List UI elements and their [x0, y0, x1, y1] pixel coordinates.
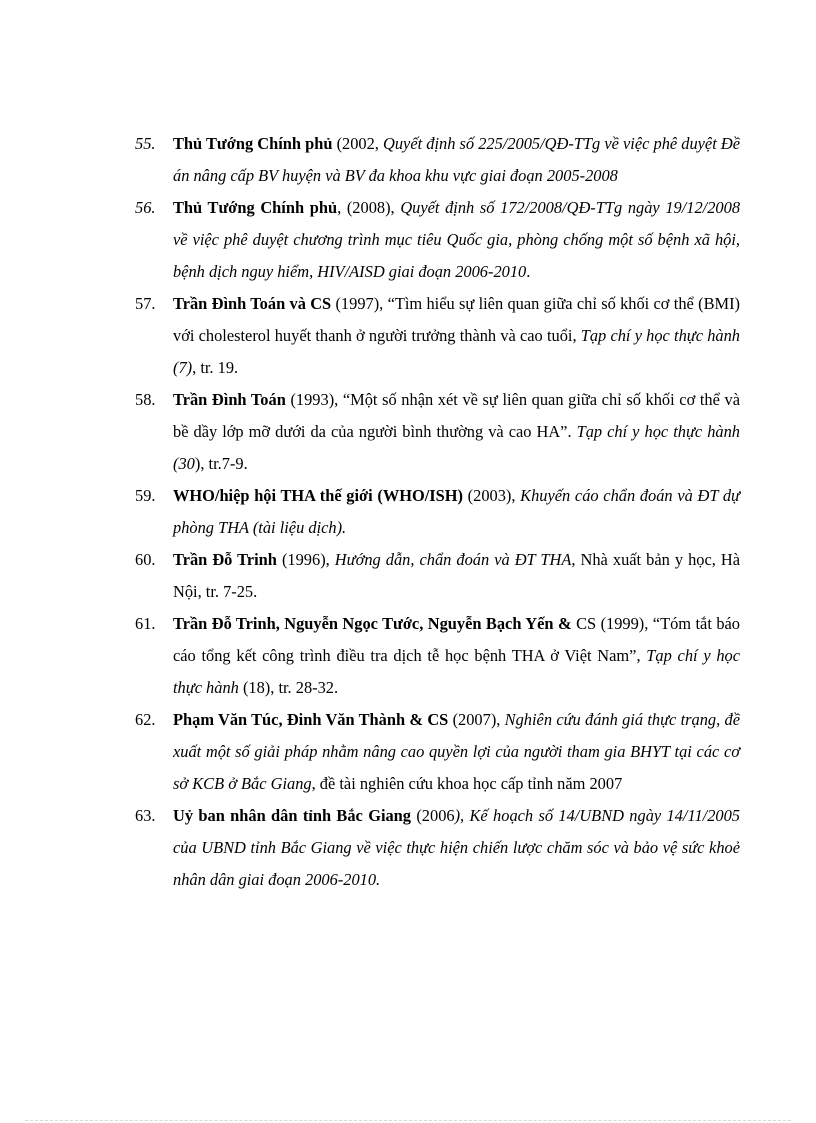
reference-number: 60. — [135, 550, 156, 569]
reference-author: Thủ Tướng Chính phủ — [173, 198, 338, 217]
reference-text: (1996), — [276, 550, 335, 569]
reference-author: WHO/hiệp hội THA thế giới (WHO/ISH) — [173, 486, 463, 505]
reference-text: , (2008), — [337, 198, 401, 217]
reference-title: Nghiên cứu đánh giá thực trạng, đề xuất một số giải pháp nhằm nâng cao quyền lợi của người tham gia BHYT tại các cơ sở KCB ở Bắc Giang — [173, 710, 740, 793]
reference-number: 58. — [135, 390, 156, 409]
reference-author: Trần Đỗ Trinh, Nguyễn Ngọc Tước, Nguyễn Bạch Yến & — [173, 614, 572, 633]
reference-title: ), Kế hoạch số 14/UBND ngày 14/11/2005 của UBND tỉnh Bắc Giang về việc thực hiện chiến lược chăm sóc và bảo vệ sức khoẻ nhân dân giai đoạn 2006-2010. — [173, 806, 740, 889]
reference-title: Quyết định số 225/2005/QĐ-TTg về việc phê duyệt Đề án nâng cấp BV huyện và BV đa khoa khu vực giai đoạn 2005-2008 — [173, 134, 740, 185]
reference-entry — [130, 288, 740, 384]
reference-list — [130, 128, 740, 896]
reference-text: (2006 — [411, 806, 455, 825]
reference-entry — [130, 544, 740, 608]
reference-text: CS (1999), “Tóm tắt báo cáo tổng kết công trình điều tra dịch tễ học bệnh THA ở Việt Nam”, — [173, 614, 740, 665]
reference-number: 57. — [135, 294, 156, 313]
reference-title: Tạp chí y học thực hành (7) — [173, 326, 740, 377]
reference-title: Quyết định số 172/2008/QĐ-TTg ngày 19/12/2008 về việc phê duyệt chương trình mục tiêu Quốc gia, phòng chống một số bệnh xã hội, bệnh dịch nguy hiểm, HIV/AISD giai đoạn 2006-2010 — [173, 198, 741, 281]
reference-title: Khuyến cáo chẩn đoán và ĐT dự phòng THA (tài liệu dịch). — [173, 486, 740, 537]
reference-text: , đề tài nghiên cứu khoa học cấp tỉnh năm 2007 — [311, 774, 623, 793]
reference-author: Trần Đỗ Trinh — [173, 550, 277, 569]
reference-author: Phạm Văn Túc, Đinh Văn Thành & CS — [173, 710, 449, 729]
reference-text: , Nhà xuất bản y học, Hà Nội, tr. 7-25. — [173, 550, 741, 601]
reference-entry — [130, 480, 740, 544]
reference-number: 62. — [135, 710, 156, 729]
reference-entry — [130, 800, 740, 896]
reference-author: Trần Đình Toán và CS — [173, 294, 332, 313]
reference-title: Tạp chí y học thực hành — [173, 646, 740, 697]
page-bottom-divider — [25, 1120, 791, 1121]
reference-title: Hướng dẫn, chẩn đoán và ĐT THA — [334, 550, 572, 569]
reference-text: (2003), — [462, 486, 521, 505]
reference-text: (1997), “Tìm hiểu sự liên quan giữa chỉ số khối cơ thể (BMI) với cholesterol huyết thanh ở người trưởng thành và cao tuổi, — [173, 294, 740, 345]
reference-entry — [130, 704, 740, 800]
reference-author: Trần Đình Toán — [173, 390, 286, 409]
reference-number: 56. — [135, 198, 156, 217]
reference-number: 59. — [135, 486, 156, 505]
reference-title: Tạp chí y học thực hành (30 — [173, 422, 740, 473]
reference-entry — [130, 128, 740, 192]
reference-number: 63. — [135, 806, 156, 825]
reference-author: Thủ Tướng Chính phủ — [173, 134, 333, 153]
reference-number: 55. — [135, 134, 156, 153]
reference-author: Uỷ ban nhân dân tỉnh Bắc Giang — [173, 806, 411, 825]
reference-text: (1993), “Một số nhận xét về sự liên quan giữa chỉ số khối cơ thể và bề dầy lớp mỡ dưới da của người bình thường và cao HA”. — [173, 390, 740, 441]
reference-entry — [130, 192, 740, 288]
reference-text: , tr. 19. — [192, 358, 239, 377]
reference-text: (18), tr. 28-32. — [238, 678, 339, 697]
reference-text: (2002, — [332, 134, 384, 153]
reference-number: 61. — [135, 614, 156, 633]
reference-entry — [130, 608, 740, 704]
reference-text: (2007), — [448, 710, 505, 729]
reference-text: . — [526, 262, 531, 281]
reference-entry — [130, 384, 740, 480]
reference-text: ), tr.7-9. — [194, 454, 248, 473]
